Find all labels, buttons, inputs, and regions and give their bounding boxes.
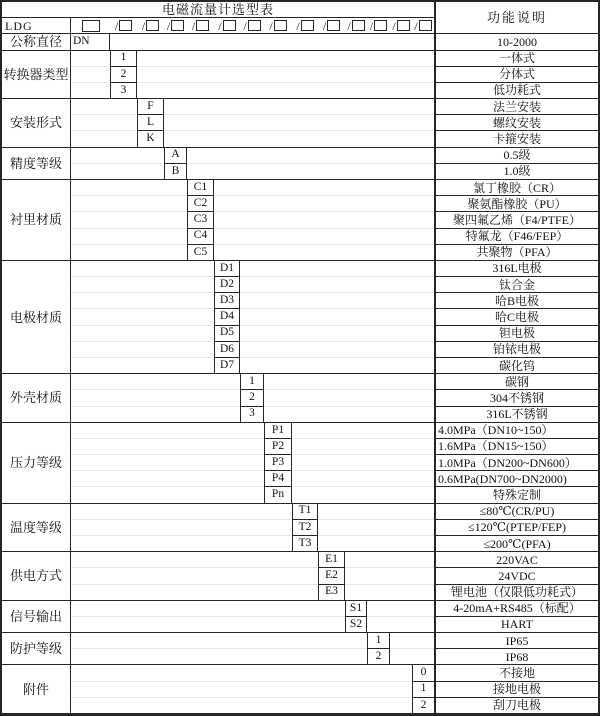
code-slot [292, 18, 318, 34]
code-cell: T1 [292, 504, 318, 520]
group-label: 防护等级 [2, 633, 71, 665]
spacer-cell [71, 131, 137, 147]
desc-cell: 4-20mA+RS485（标配） [434, 601, 598, 617]
empty-code-box [119, 20, 132, 31]
slash-separator: / [322, 18, 327, 33]
code-cell: E3 [318, 585, 345, 601]
empty-code-box [301, 20, 314, 31]
desc-cell: ≤80℃(CR/PU) [434, 504, 598, 520]
code-cell: 2 [367, 649, 390, 665]
spacer-cell [164, 99, 434, 115]
spacer-cell [214, 212, 434, 228]
group-label: 外壳材质 [2, 374, 71, 423]
spacer-cell [318, 536, 434, 552]
spacer-cell [71, 277, 214, 293]
slash-separator: / [269, 18, 273, 33]
desc-cell: 聚四氟乙烯（F4/PTFE） [434, 212, 598, 228]
spacer-cell [71, 633, 367, 649]
desc-cell: 10-2000 [434, 34, 598, 50]
desc-cell: 不接地 [434, 665, 598, 681]
code-cell: S2 [345, 617, 367, 633]
empty-code-box [397, 20, 410, 31]
desc-cell: 钽电极 [434, 326, 598, 342]
code-cell: 1 [240, 374, 264, 390]
code-slot [412, 18, 434, 34]
slash-separator: / [191, 18, 196, 33]
code-cell: S1 [345, 601, 367, 617]
spacer-cell [318, 504, 434, 520]
code-cell: D3 [214, 293, 240, 309]
spacer-cell [292, 423, 434, 439]
spacer-cell [71, 148, 164, 164]
code-cell: C1 [187, 180, 214, 196]
empty-code-box [146, 20, 159, 31]
spacer-cell [71, 212, 187, 228]
code-cell: L [137, 115, 164, 131]
spacer-cell [71, 698, 412, 714]
spacer-cell [137, 83, 434, 99]
group-label: 附件 [2, 665, 71, 714]
spacer-cell [71, 83, 110, 99]
spacer-cell [71, 487, 264, 503]
empty-code-box [82, 20, 100, 32]
desc-cell: 316L电极 [434, 261, 598, 277]
desc-cell: 1.0级 [434, 164, 598, 180]
spacer-cell [71, 682, 412, 698]
empty-code-box [171, 20, 184, 31]
code-slot [214, 18, 240, 34]
desc-cell: 哈C电极 [434, 309, 598, 325]
spacer-cell [214, 245, 434, 261]
code-cell: DN [71, 34, 110, 50]
spacer-cell [164, 115, 434, 131]
group-label: 精度等级 [2, 148, 71, 180]
desc-cell: 特殊定制 [434, 487, 598, 503]
code-cell: D7 [214, 358, 240, 374]
desc-cell: 特氟龙（F46/FEP） [434, 229, 598, 245]
spacer-cell [71, 455, 264, 471]
code-cell: D6 [214, 342, 240, 358]
spacer-cell [390, 633, 434, 649]
slash-separator: / [347, 18, 351, 33]
code-slot [390, 18, 412, 34]
spacer-cell [71, 358, 214, 374]
group-label: 温度等级 [2, 504, 71, 553]
desc-cell: 刮刀电极 [434, 698, 598, 714]
code-cell: P4 [264, 471, 292, 487]
spacer-cell [390, 649, 434, 665]
code-cell: D2 [214, 277, 240, 293]
slash-separator: / [296, 18, 300, 33]
code-slot [345, 18, 367, 34]
spacer-cell [240, 326, 434, 342]
empty-code-box [327, 20, 340, 31]
spacer-cell [164, 131, 434, 147]
spacer-cell [240, 261, 434, 277]
code-slot [264, 18, 292, 34]
spacer-cell [214, 180, 434, 196]
spacer-cell [345, 568, 434, 584]
code-slot [367, 18, 390, 34]
slash-separator: / [218, 18, 222, 33]
code-cell: Pn [264, 487, 292, 503]
code-cell: 3 [110, 83, 137, 99]
desc-cell: 法兰安装 [434, 99, 598, 115]
desc-cell: 卡箍安装 [434, 131, 598, 147]
desc-cell: 螺纹安装 [434, 115, 598, 131]
spacer-cell [292, 455, 434, 471]
spacer-cell [71, 407, 240, 423]
spacer-cell [71, 99, 137, 115]
code-cell: D5 [214, 326, 240, 342]
model-prefix-cell: LDG [2, 18, 71, 34]
code-cell: C4 [187, 229, 214, 245]
spacer-cell [292, 439, 434, 455]
spacer-cell [240, 342, 434, 358]
spacer-cell [240, 293, 434, 309]
spacer-cell [71, 196, 187, 212]
spacer-cell [71, 229, 187, 245]
function-description-header: 功能说明 [434, 2, 598, 34]
spacer-cell [71, 180, 187, 196]
code-cell: A [164, 148, 187, 164]
spacer-cell [71, 115, 137, 131]
spacer-cell [318, 520, 434, 536]
spacer-cell [187, 148, 434, 164]
spacer-cell [71, 649, 367, 665]
code-cell: T3 [292, 536, 318, 552]
desc-cell: 304不锈钢 [434, 390, 598, 406]
spacer-cell [71, 585, 318, 601]
empty-code-box [374, 20, 387, 31]
empty-code-box [274, 20, 287, 31]
code-cell: 2 [240, 390, 264, 406]
code-slot [240, 18, 264, 34]
spacer-cell [71, 536, 292, 552]
slash-separator: / [414, 18, 418, 33]
spacer-cell [137, 67, 434, 83]
spacer-cell [264, 374, 434, 390]
desc-cell: 钛合金 [434, 277, 598, 293]
code-cell: B [164, 164, 187, 180]
desc-cell: 一体式 [434, 51, 598, 67]
spacer-cell [71, 504, 292, 520]
code-cell: C5 [187, 245, 214, 261]
spacer-cell [71, 67, 110, 83]
code-cell: C2 [187, 196, 214, 212]
desc-cell: ≤120℃(PTEP/FEP) [434, 520, 598, 536]
empty-code-box [223, 20, 236, 31]
slash-separator: / [392, 18, 396, 33]
desc-cell: 4.0MPa（DN10~150） [434, 423, 598, 439]
code-cell: T2 [292, 520, 318, 536]
desc-cell: ≤200℃(PFA) [434, 536, 598, 552]
desc-cell: 1.0MPa（DN200~DN600） [434, 455, 598, 471]
code-cell: 1 [412, 682, 434, 698]
spacer-cell [187, 164, 434, 180]
spacer-cell [71, 423, 264, 439]
code-cell: D4 [214, 309, 240, 325]
code-cell: D1 [214, 261, 240, 277]
table-title: 电磁流量计选型表 [2, 2, 434, 18]
spacer-cell [240, 358, 434, 374]
desc-cell: 共聚物（PFA） [434, 245, 598, 261]
code-cell: 1 [110, 51, 137, 67]
slash-separator: / [141, 18, 146, 33]
desc-cell: 碳化钨 [434, 358, 598, 374]
spacer-cell [110, 34, 434, 50]
desc-cell: 接地电极 [434, 682, 598, 698]
spacer-cell [292, 471, 434, 487]
desc-cell: 1.6MPa（DN15~150） [434, 439, 598, 455]
group-label: 安装形式 [2, 99, 71, 148]
desc-cell: HART [434, 617, 598, 633]
code-cell: E1 [318, 552, 345, 568]
spacer-cell [71, 439, 264, 455]
code-cell: C3 [187, 212, 214, 228]
code-cell: 0 [412, 665, 434, 681]
spacer-cell [71, 665, 412, 681]
code-cell: P3 [264, 455, 292, 471]
code-cell: 3 [240, 407, 264, 423]
spacer-cell [264, 407, 434, 423]
code-cell: P2 [264, 439, 292, 455]
spacer-cell [214, 196, 434, 212]
code-slot [164, 18, 187, 34]
empty-code-box [248, 20, 261, 31]
code-cell: 1 [367, 633, 390, 649]
desc-cell: 哈B电极 [434, 293, 598, 309]
code-slot [318, 18, 345, 34]
group-label: 转换器类型 [2, 51, 71, 100]
spacer-cell [71, 601, 345, 617]
desc-cell: 聚氨酯橡胶（PU） [434, 196, 598, 212]
spacer-cell [71, 568, 318, 584]
code-slot [110, 18, 137, 34]
spacer-cell [71, 471, 264, 487]
desc-cell: 铂铱电极 [434, 342, 598, 358]
desc-cell: 0.5级 [434, 148, 598, 164]
group-label: 供电方式 [2, 552, 71, 601]
spacer-cell [214, 229, 434, 245]
slash-separator: / [166, 18, 171, 33]
code-cell: 2 [110, 67, 137, 83]
group-label: 电极材质 [2, 261, 71, 374]
spacer-cell [264, 390, 434, 406]
spacer-cell [137, 51, 434, 67]
desc-cell: 低功耗式 [434, 83, 598, 99]
spacer-cell [71, 342, 214, 358]
group-label: 压力等级 [2, 423, 71, 504]
desc-cell: 0.6MPa(DN700~DN2000) [434, 471, 598, 487]
desc-cell: 316L不锈钢 [434, 407, 598, 423]
slash-separator: / [243, 18, 247, 33]
spacer-cell [71, 617, 345, 633]
code-cell: F [137, 99, 164, 115]
spacer-cell [367, 617, 434, 633]
spacer-cell [71, 374, 240, 390]
code-cell: P1 [264, 423, 292, 439]
code-cell: 2 [412, 698, 434, 714]
spacer-cell [71, 51, 110, 67]
slash-separator: / [369, 18, 374, 33]
spacer-cell [71, 261, 214, 277]
group-label: 衬里材质 [2, 180, 71, 261]
empty-code-box [196, 20, 209, 31]
code-slot [187, 18, 214, 34]
spacer-cell [367, 601, 434, 617]
spacer-cell [345, 585, 434, 601]
code-cell: E2 [318, 568, 345, 584]
spacer-cell [345, 552, 434, 568]
code-slot [71, 18, 110, 34]
spacer-cell [71, 245, 187, 261]
desc-cell: 碳钢 [434, 374, 598, 390]
spacer-cell [71, 552, 318, 568]
desc-cell: 氯丁橡胶（CR） [434, 180, 598, 196]
spacer-cell [71, 520, 292, 536]
spacer-cell [71, 326, 214, 342]
desc-cell: IP65 [434, 633, 598, 649]
spacer-cell [240, 277, 434, 293]
spacer-cell [71, 293, 214, 309]
spacer-cell [71, 390, 240, 406]
desc-cell: 24VDC [434, 568, 598, 584]
spacer-cell [292, 487, 434, 503]
spacer-cell [71, 164, 164, 180]
empty-code-box [352, 20, 365, 31]
desc-cell: 220VAC [434, 552, 598, 568]
code-slot [137, 18, 164, 34]
desc-cell: IP68 [434, 649, 598, 665]
group-label: 公称直径 [2, 34, 71, 50]
slash-separator: / [114, 18, 119, 33]
desc-cell: 分体式 [434, 67, 598, 83]
spacer-cell [240, 309, 434, 325]
code-cell: K [137, 131, 164, 147]
desc-cell: 锂电池（仅限低功耗式） [434, 585, 598, 601]
group-label: 信号输出 [2, 601, 71, 633]
empty-code-box [419, 20, 432, 31]
spacer-cell [71, 309, 214, 325]
